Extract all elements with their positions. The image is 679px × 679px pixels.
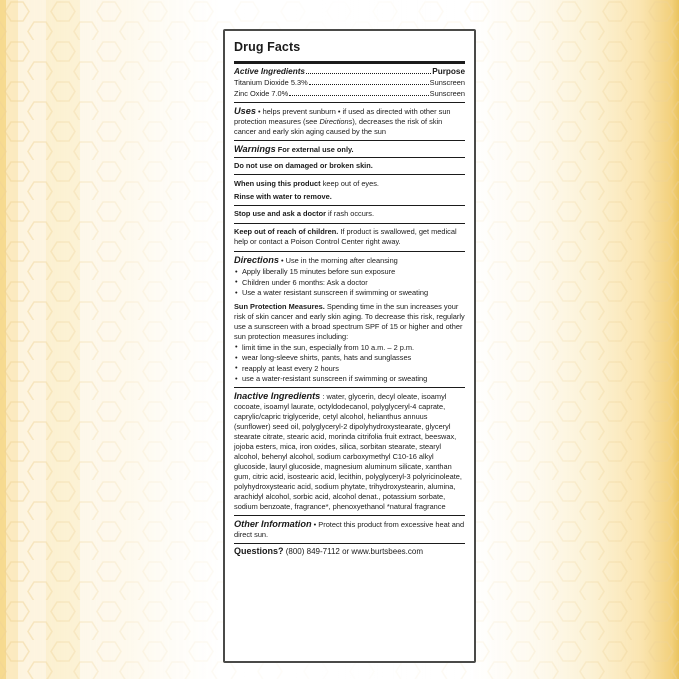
directions-intro: • Use in the morning after cleansing [281, 256, 398, 266]
list-item: • Children under 6 months: Ask a doctor [234, 278, 465, 288]
warning-line-4-rest: If product is swallowed, get medical help or contact a Poison Control Center right away. [234, 227, 457, 246]
purpose-label: Purpose [432, 66, 465, 76]
drug-facts-panel [223, 29, 476, 663]
warning-line-1: Do not use on damaged or broken skin. [234, 161, 373, 171]
divider-warn-2 [234, 174, 465, 175]
page-title: Drug Facts [234, 40, 301, 54]
dot-leader [306, 66, 431, 74]
other-information-section [234, 518, 465, 540]
list-item: • wear long-sleeve shirts, pants, hats and sunglasses [234, 353, 465, 363]
warnings-heading: Warnings [234, 143, 276, 154]
questions-heading: Questions? [234, 546, 284, 557]
warning-line-3-bold: Stop use and ask a doctor [234, 209, 326, 219]
ingredient-purpose: Sunscreen [429, 78, 465, 88]
ingredient-name: Titanium Dioxide 5.3% [234, 78, 308, 88]
divider-directions [234, 251, 465, 252]
other-information-heading: Other Information [234, 519, 312, 530]
divider-title [234, 61, 465, 64]
uses-italic-reference: Directions [319, 117, 353, 126]
sun-protection-measures [234, 302, 465, 342]
sun-protection-title: Sun Protection Measures. [234, 302, 325, 312]
active-ingredients-header [234, 66, 465, 78]
warnings-section [234, 143, 465, 155]
questions-section [234, 546, 465, 558]
inactive-ingredients-text: : water, glycerin, decyl oleate, isoamyl cocoate, isoamyl laurate, octyldodecanol, polyglyceryl-4 caprate, caprylic/capric triglyceride, cetyl alcohol, helianthus annuus (sunflower) seed oil, polyglyceryl-2 dipolyhydroxystearate, glyceryl stearate citrate, stearic acid, morinda citrifolia fruit extract, beeswax, jojoba esters, mica, iron oxides, silica, sorbitan stearate, stearyl alcohol, behenyl alcohol, sodium carboxymethyl C10-16 alkyl glucoside, lauryl glucoside, magnesium aluminum silicate, xanthan gum, citric acid, isostearic acid, lecithin, polyglyceryl-3 polyricinoleate, polyhydroxystearic acid, sodium phytate, trihydroxystearin, alumina, arachidyl alcohol, sorbic acid, alcohol denat., potassium sorbate, sodium benzoate, fragrance*, phenoxyethanol *natural fragrance [234, 392, 462, 512]
ingredient-purpose: Sunscreen [429, 89, 465, 99]
table-row [234, 88, 465, 99]
other-information-text: • Protect this product from excessive heat and direct sun. [234, 520, 465, 540]
warning-line-3 [234, 208, 465, 221]
questions-contact: (800) 849-7112 or www.burtsbees.com [283, 547, 423, 557]
divider-inactive [234, 387, 465, 388]
list-item: • Apply liberally 15 minutes before sun exposure [234, 267, 465, 277]
warning-line-4-bold: Keep out of reach of children. [234, 227, 339, 237]
sun-protection-bullet-list [234, 343, 465, 384]
directions-heading: Directions [234, 255, 279, 266]
warning-line-2-rest: keep out of eyes. [320, 178, 379, 188]
uses-text-part1: • helps prevent sunburn • if used as directed with other sun protection measures (see [234, 106, 451, 126]
divider-questions [234, 543, 465, 544]
inactive-ingredients-heading: Inactive Ingredients [234, 391, 321, 402]
directions-section [234, 254, 465, 384]
list-item: • limit time in the sun, especially from 10 a.m. – 2 p.m. [234, 343, 465, 353]
divider-warn-3 [234, 205, 465, 206]
ingredient-name: Zinc Oxide 7.0% [234, 89, 289, 99]
directions-bullet-list [234, 267, 465, 298]
dot-leader [309, 77, 429, 85]
list-item: • Use a water resistant sunscreen if swimming or sweating [234, 288, 465, 298]
warnings-subtitle: For external use only. [277, 144, 354, 154]
uses-section [234, 105, 465, 137]
table-row [234, 77, 465, 88]
divider-other-info [234, 515, 465, 516]
list-item: • reapply at least every 2 hours [234, 364, 465, 374]
divider-uses [234, 102, 465, 103]
uses-heading: Uses [234, 105, 256, 116]
warning-line-2-bold: When using this product [234, 178, 321, 188]
dot-leader [289, 88, 428, 96]
warning-line-2 [234, 177, 465, 190]
uses-text-part2: ), decreases the risk of skin cancer and early skin aging caused by the sun [234, 117, 443, 136]
warning-line-4 [234, 226, 465, 249]
divider-warn-4 [234, 223, 465, 224]
warning-line-2b: Rinse with water to remove. [234, 191, 332, 201]
divider-warn-1 [234, 157, 465, 158]
list-item: • use a water-resistant sunscreen if swimming or sweating [234, 374, 465, 384]
inactive-ingredients-section [234, 390, 465, 512]
warning-line-3-rest: if rash occurs. [326, 209, 375, 219]
sun-protection-text: Spending time in the sun increases your risk of skin cancer and early skin aging. To decrease this risk, regularly use a sunscreen with a broad spectrum SPF of 15 or higher and other sun protection measures including: [234, 302, 465, 341]
active-ingredients-label: Active Ingredients [234, 66, 305, 76]
divider-warnings [234, 140, 465, 141]
